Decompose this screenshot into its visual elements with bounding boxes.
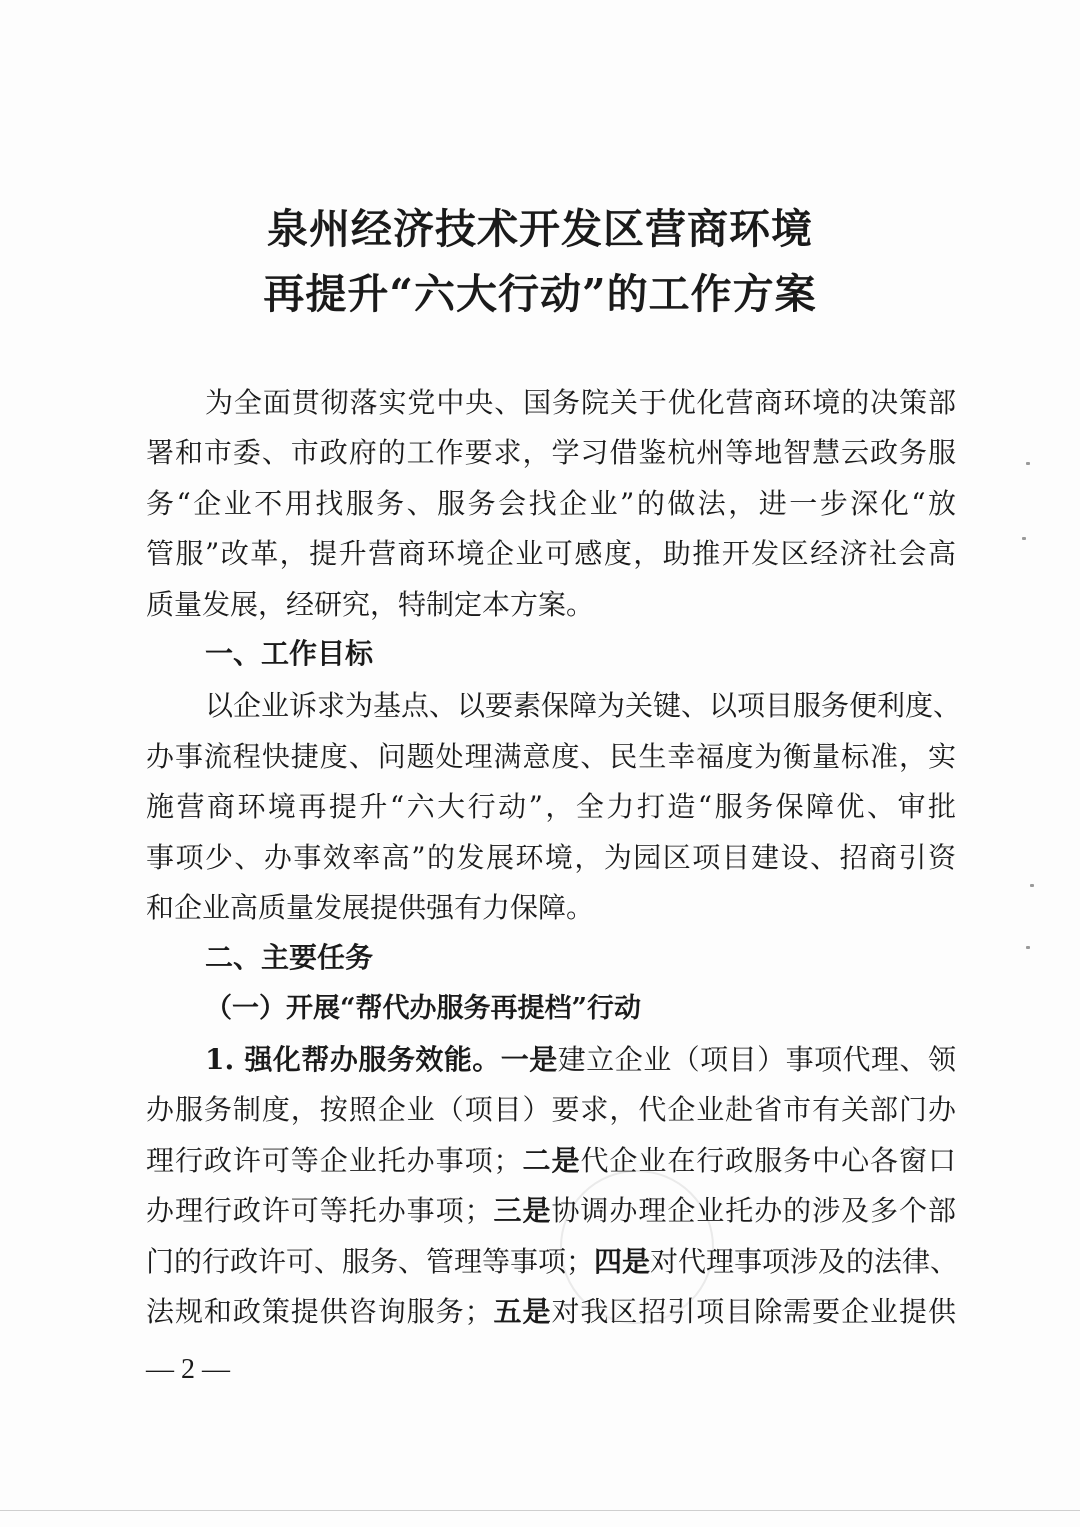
- scan-speck: [1026, 946, 1030, 949]
- section-1-line-5: 和企业高质量发展提供强有力保障。: [146, 891, 595, 924]
- intro-line-3: 务“企业不用找服务、服务会找企业”的做法，进一步深化“放: [146, 487, 956, 520]
- item-1-keyword-4: 四是: [594, 1245, 651, 1278]
- subsection-1-heading: （一）开展“帮代办服务再提档”行动: [205, 993, 642, 1024]
- title-line-2: 再提升“六大行动”的工作方案: [263, 270, 817, 318]
- item-1-text-1: 建立企业（项目）事项代理、领: [557, 1043, 956, 1076]
- item-1-keyword-5: 五是: [492, 1295, 552, 1328]
- item-1-line-3: [146, 1141, 956, 1181]
- item-1-text-3a: 理行政许可等企业托办事项；: [146, 1144, 522, 1177]
- item-1-line-6: [146, 1292, 956, 1332]
- section-1-line-3: 施营商环境再提升“六大行动”，全力打造“服务保障优、审批: [146, 790, 956, 823]
- item-1-line-2: 办服务制度，按照企业（项目）要求，代企业赴省市有关部门办: [146, 1093, 956, 1126]
- section-1-heading: 一、工作目标: [205, 637, 374, 670]
- item-1-line-5: [146, 1242, 959, 1282]
- item-1-keyword-3: 三是: [492, 1194, 552, 1227]
- scan-speck: [1026, 462, 1030, 465]
- intro-line-2: 署和市委、市政府的工作要求，学习借鉴杭州等地智慧云政务服: [146, 436, 956, 469]
- intro-line-4: 管服”改革，提升营商环境企业可感度，助推开发区经济社会高: [146, 537, 956, 570]
- intro-line-5: 质量发展，经研究，特制定本方案。: [146, 588, 595, 621]
- item-1-text-6a: 法规和政策提供咨询服务；: [146, 1295, 493, 1328]
- section-1-line-2: 办事流程快捷度、问题处理满意度、民生幸福度为衡量标准，实: [146, 740, 956, 773]
- item-1-keyword-2: 二是: [521, 1144, 581, 1177]
- item-1-keyword-1: 一是: [500, 1043, 558, 1076]
- item-1-line-4: [146, 1191, 956, 1231]
- scan-speck: [1022, 537, 1026, 540]
- item-1-text-4a: 办理行政许可等托办事项；: [146, 1194, 493, 1227]
- item-1-text-5b: 对代理事项涉及的法律、: [650, 1245, 959, 1278]
- section-2-heading: 二、主要任务: [205, 941, 374, 974]
- title-line-1: 泉州经济技术开发区营商环境: [267, 205, 813, 253]
- item-1-text-6b: 对我区招引项目除需要企业提供: [551, 1295, 956, 1328]
- item-1-label: 1. 强化帮办服务效能。: [205, 1043, 501, 1076]
- section-1-line-1: 以企业诉求为基点、以要素保障为关键、以项目服务便利度、: [205, 689, 962, 722]
- page-number: — 2 —: [146, 1354, 230, 1385]
- section-1-line-4: 事项少、办事效率高”的发展环境，为园区项目建设、招商引资: [146, 841, 956, 874]
- item-1-text-4b: 协调办理企业托办的涉及多个部: [551, 1194, 956, 1227]
- intro-line-1: 为全面贯彻落实党中央、国务院关于优化营商环境的决策部: [205, 386, 956, 419]
- scan-bottom-edge: [0, 1510, 1080, 1511]
- item-1-text-5a: 门的行政许可、服务、管理等事项；: [146, 1245, 595, 1278]
- scan-speck: [1030, 884, 1034, 887]
- item-1-text-3b: 代企业在行政服务中心各窗口: [580, 1144, 956, 1177]
- item-1-line-1: [205, 1040, 956, 1080]
